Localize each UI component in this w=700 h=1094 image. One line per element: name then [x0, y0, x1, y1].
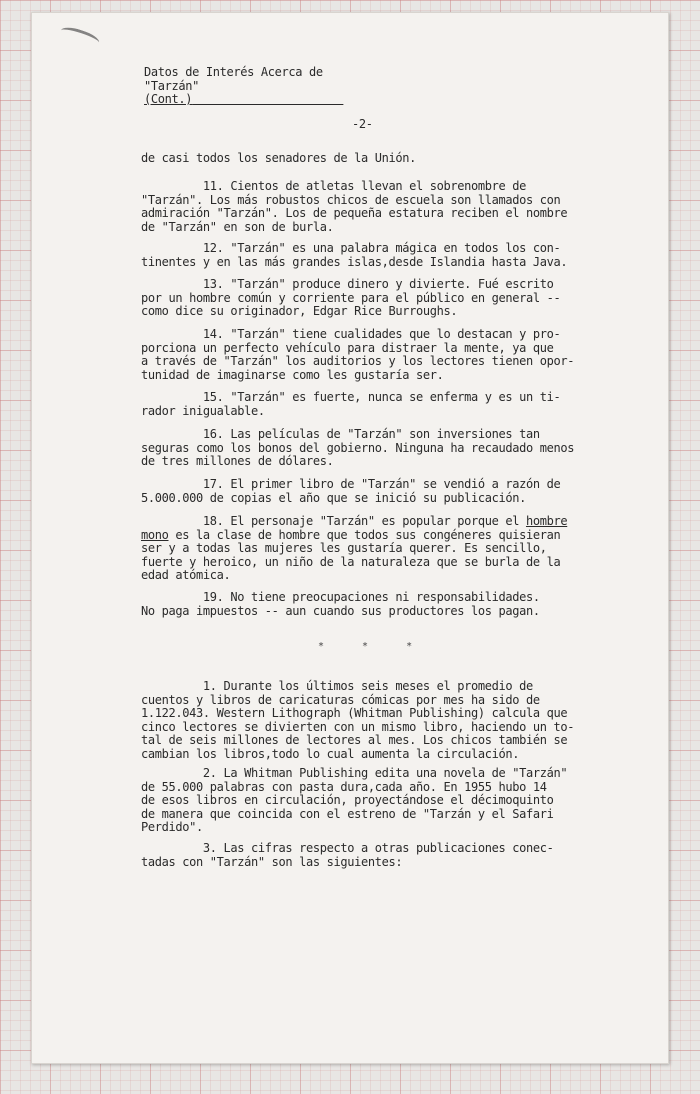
paragraph-13: 13. "Tarzán" produce dinero y divierte. Fué escrito por un hombre común y corriente para el público en general -- como dice su originador, Edgar Rice Burroughs. [141, 277, 561, 318]
header-line-3: (Cont.) [144, 92, 193, 106]
paragraph-15: 15. "Tarzán" es fuerte, nunca se enferma y es un ti- rador inigualable. [141, 390, 561, 418]
paragraph-cont: de casi todos los senadores de la Unión. [141, 151, 416, 165]
paragraph-12: 12. "Tarzán" es una palabra mágica en todos los con- tinentes y en las más grandes islas,desde Islandia hasta Java. [141, 241, 568, 269]
paragraph-b1: 1. Durante los últimos seis meses el promedio de cuentos y libros de caricaturas cómicas por mes ha sido de 1.122.043. Western Lithograph (Whitman Publishing) calcula que cinco lectores se divierten con un mismo libro, haciendo un to- tal de seis millones de lectores al mes. Los chicos también se cambian los libros,todo lo cual aumenta la circulación. [141, 679, 575, 761]
paragraph-19: 19. No tiene preocupaciones ni responsabilidades. No paga impuestos -- aun cuando sus productores los pagan. [141, 590, 540, 618]
paragraph-18: 18. El personaje "Tarzán" es popular porque el hombre mono es la clase de hombre que todos sus congéneres quisieran ser y a todas las mujeres les gustaría querer. Es sencillo, fuerte y heroico, un niño de la naturaleza que se burla de la edad atómica. [141, 514, 568, 582]
underlined-word: mono [141, 527, 169, 542]
paragraph-b2: 2. La Whitman Publishing edita una novela de "Tarzán" de 55.000 palabras con pasta dura,cada año. En 1955 hubo 14 de esos libros en circulación, proyectándose el décimoquinto de manera que coincida con el estreno de "Tarzán y el Safari Perdido". [141, 766, 568, 834]
paragraph-b3: 3. Las cifras respecto a otras publicaciones conec- tadas con "Tarzán" son las siguientes: [141, 841, 554, 869]
section-separator: * * * [318, 641, 429, 652]
paragraph-16: 16. Las películas de "Tarzán" son inversiones tan seguras como los bonos del gobierno. Ninguna ha recaudado menos de tres millones de dólares. [141, 427, 575, 468]
document-header [144, 66, 343, 107]
header-line-2: "Tarzán" [144, 78, 199, 93]
paragraph-11: 11. Cientos de atletas llevan el sobrenombre de "Tarzán". Los más robustos chicos de escuela son llamados con admiración "Tarzán". Los de pequeña estatura reciben el nombre de "Tarzán" en son de burla. [141, 179, 568, 234]
header-line-1: Datos de Interés Acerca de [144, 65, 323, 79]
paragraph-17: 17. El primer libro de "Tarzán" se vendió a razón de 5.000.000 de copias el año que se inició su publicación. [141, 477, 561, 505]
underlined-word: hombre [525, 514, 568, 528]
paragraph-14: 14. "Tarzán" tiene cualidades que lo destacan y pro- porciona un perfecto vehículo para distraer la mente, ya que a través de "Tarzán" los auditorios y los lectores tienen opor- tunidad de imaginarse como les gustaría ser. [141, 327, 575, 382]
page-number: -2- [352, 117, 373, 131]
